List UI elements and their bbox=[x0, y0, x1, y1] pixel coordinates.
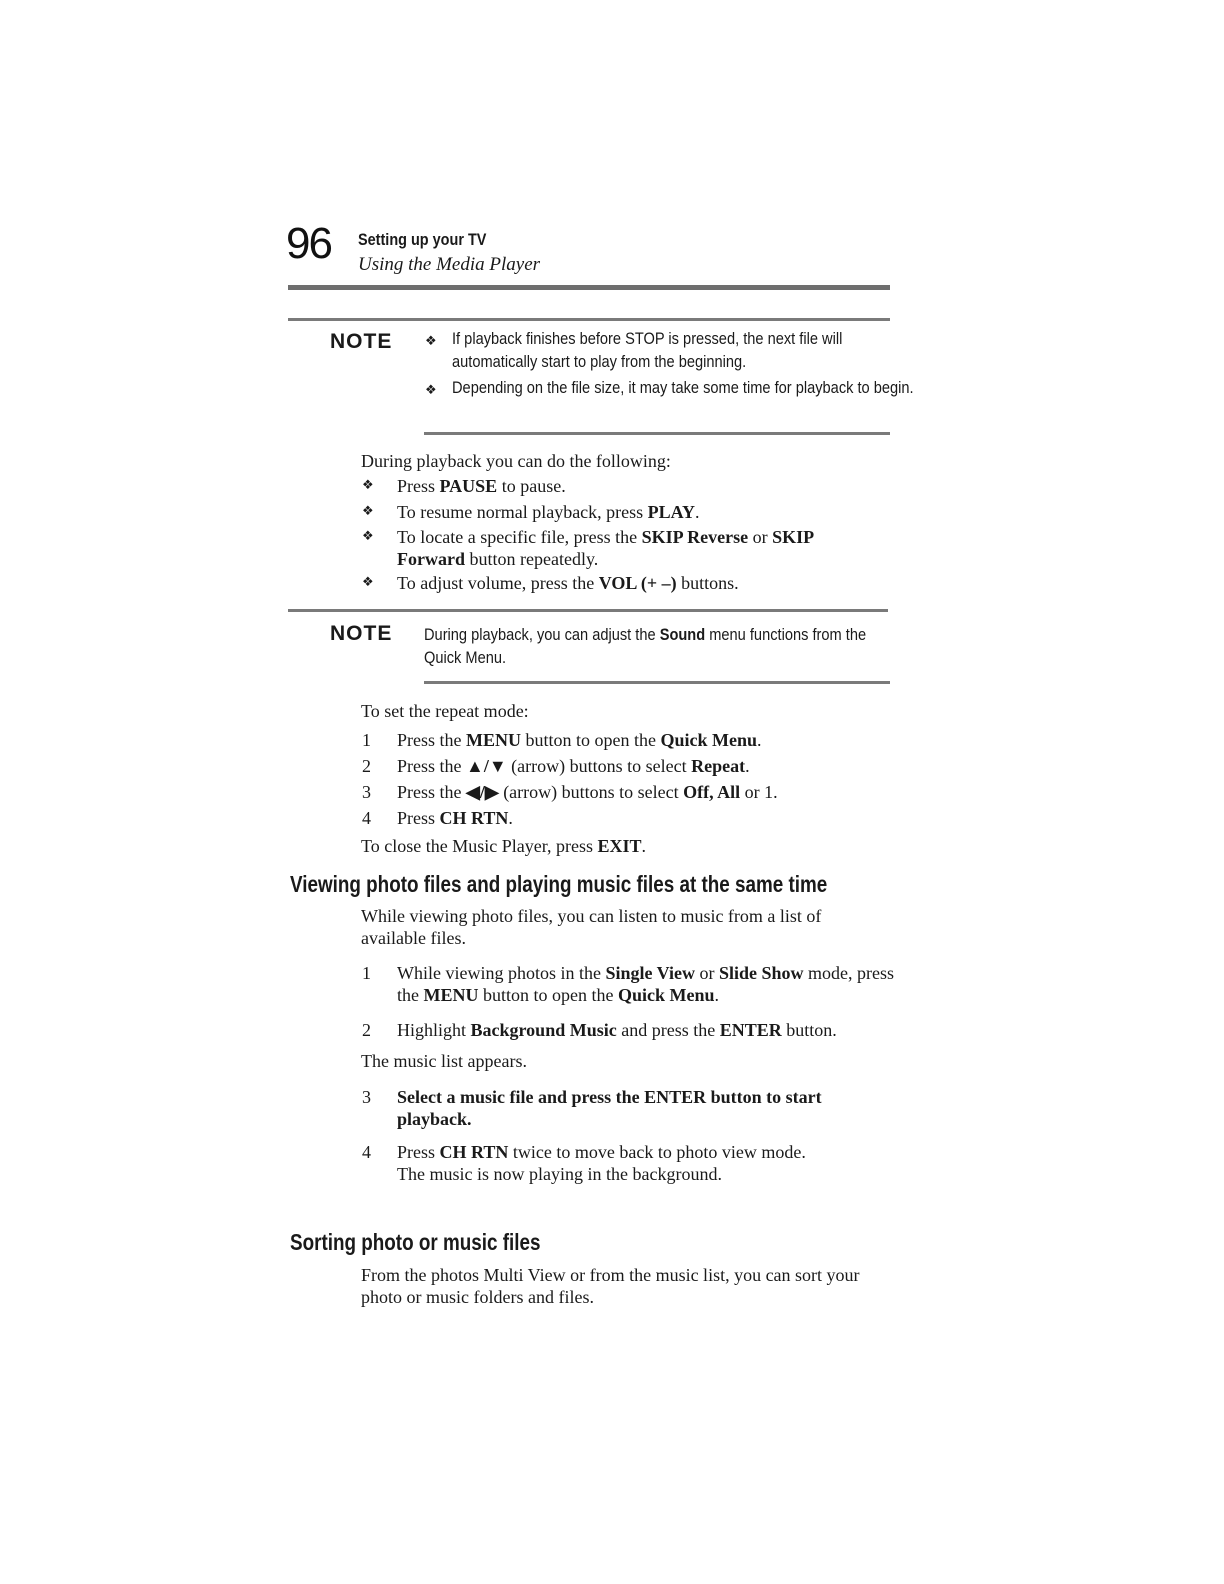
note1-item: Depending on the file size, it may take some time for playback to begin. bbox=[452, 378, 914, 397]
playback-intro: During playback you can do the following: bbox=[361, 451, 671, 471]
note1-bottom-rule bbox=[424, 432, 890, 435]
repeat-intro: To set the repeat mode: bbox=[361, 701, 529, 721]
section-step: Select a music file and press the ENTER button to start playback. bbox=[397, 1087, 822, 1129]
bullet-icon: ❖ bbox=[362, 529, 374, 544]
step-number: 2 bbox=[362, 756, 371, 776]
playback-bullet: To locate a specific file, press the SKIP Reverse or SKIP Forward button repeatedly. bbox=[397, 527, 814, 569]
note2-bottom-rule bbox=[424, 681, 890, 684]
section-intro: While viewing photo files, you can listen to music from a list of available files. bbox=[361, 906, 822, 948]
note1-bullet-icon: ❖ bbox=[425, 383, 437, 398]
step-number: 3 bbox=[362, 782, 371, 802]
section-step: While viewing photos in the Single View or Slide Show mode, press the MENU button to open the Quick Menu. bbox=[397, 963, 895, 1005]
playback-bullet: To adjust volume, press the VOL (+ –) buttons. bbox=[397, 573, 739, 593]
bullet-icon: ❖ bbox=[362, 504, 374, 519]
section-step: Highlight Background Music and press the ENTER button. bbox=[397, 1020, 837, 1040]
step-number: 4 bbox=[362, 1142, 371, 1162]
close-instruction: To close the Music Player, press EXIT. bbox=[361, 836, 646, 856]
step-number: 1 bbox=[362, 730, 371, 750]
step-result: The music list appears. bbox=[361, 1051, 527, 1071]
note2-top-rule bbox=[288, 609, 888, 612]
repeat-step: Press the ▲/▼ (arrow) buttons to select Repeat. bbox=[397, 756, 750, 776]
note1-label: NOTE bbox=[330, 330, 393, 353]
page-number: 96 bbox=[286, 219, 331, 268]
section-heading: Sorting photo or music files bbox=[290, 1229, 541, 1255]
note1-top-rule bbox=[288, 318, 890, 321]
section-step: Press CH RTN twice to move back to photo view mode. The music is now playing in the background. bbox=[397, 1142, 806, 1184]
playback-bullet: Press PAUSE to pause. bbox=[397, 476, 566, 496]
step-number: 3 bbox=[362, 1087, 371, 1107]
repeat-step: Press CH RTN. bbox=[397, 808, 513, 828]
repeat-step: Press the ◀/▶ (arrow) buttons to select Off, All or 1. bbox=[397, 782, 778, 802]
section-intro: From the photos Multi View or from the music list, you can sort your photo or music folders and files. bbox=[361, 1265, 860, 1307]
note1-bullet-icon: ❖ bbox=[425, 334, 437, 349]
note1-item: If playback finishes before STOP is pressed, the next file will automatically start to play from the beginning. bbox=[452, 329, 843, 371]
playback-bullet: To resume normal playback, press PLAY. bbox=[397, 502, 700, 522]
header-rule bbox=[288, 285, 890, 290]
step-number: 4 bbox=[362, 808, 371, 828]
step-number: 2 bbox=[362, 1020, 371, 1040]
bullet-icon: ❖ bbox=[362, 478, 374, 493]
chapter-title: Setting up your TV bbox=[358, 230, 487, 249]
note2-label: NOTE bbox=[330, 622, 393, 645]
section-heading: Viewing photo files and playing music files at the same time bbox=[290, 871, 828, 897]
note2-text: During playback, you can adjust the Sound menu functions from the Quick Menu. bbox=[424, 625, 867, 667]
section-subtitle: Using the Media Player bbox=[358, 254, 541, 275]
repeat-step: Press the MENU button to open the Quick Menu. bbox=[397, 730, 762, 750]
step-number: 1 bbox=[362, 963, 371, 983]
bullet-icon: ❖ bbox=[362, 575, 374, 590]
